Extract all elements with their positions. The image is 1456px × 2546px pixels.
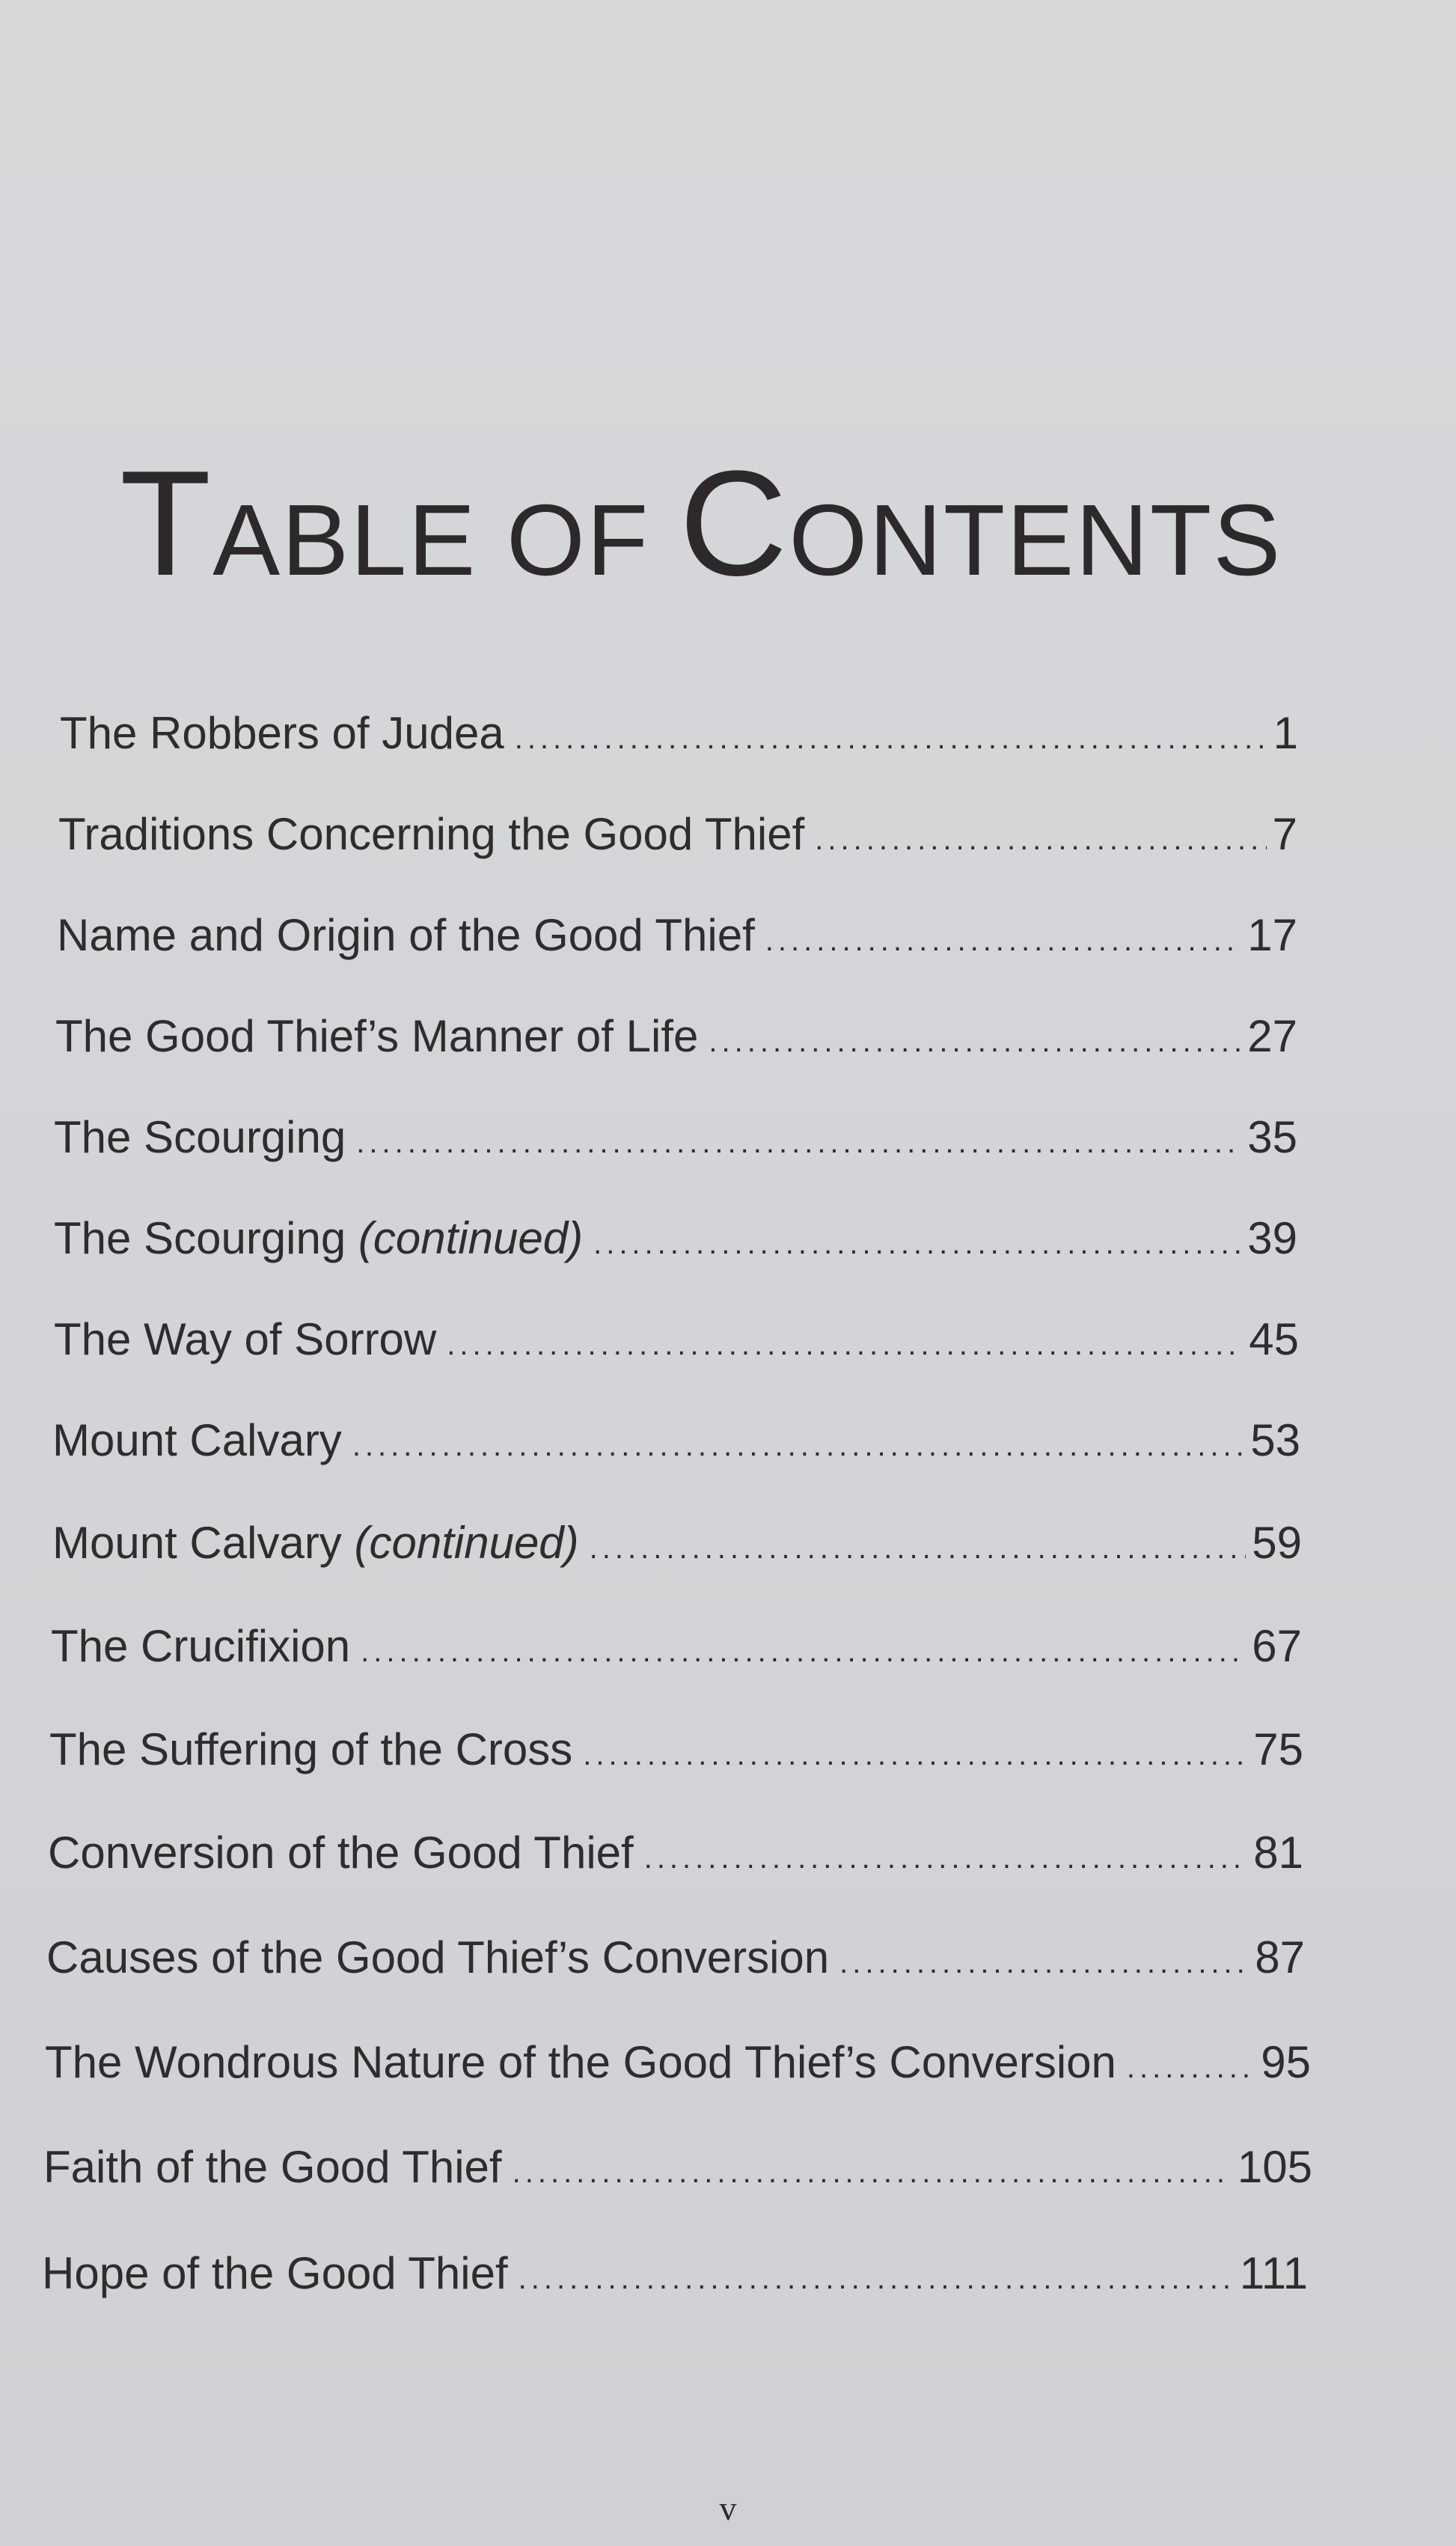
toc-entry[interactable] — [46, 1928, 1305, 1988]
dot-leader — [352, 1416, 1244, 1476]
toc-entry[interactable] — [42, 2244, 1308, 2304]
title-initial-c: C — [679, 440, 789, 607]
dot-leader — [513, 2143, 1232, 2202]
toc-page-number: 45 — [1249, 1314, 1299, 1364]
toc-entry[interactable] — [58, 805, 1297, 864]
toc-page-number: 75 — [1253, 1724, 1303, 1774]
dot-leader — [447, 1315, 1243, 1375]
toc-page-number: 67 — [1252, 1621, 1302, 1671]
toc-page-number: 95 — [1261, 2037, 1311, 2087]
toc-entry-title: Traditions Concerning the Good Thief — [58, 809, 805, 859]
toc-page-number: 59 — [1252, 1518, 1302, 1568]
toc-page-number: 53 — [1250, 1415, 1300, 1465]
toc-page-number: 27 — [1247, 1011, 1297, 1061]
toc-entry[interactable] — [55, 1007, 1297, 1066]
page-title — [120, 440, 1282, 607]
dot-leader — [593, 1214, 1241, 1274]
toc-entry[interactable] — [54, 1209, 1297, 1269]
dot-leader — [1127, 2038, 1255, 2098]
toc-entry-title: The Suffering of the Cross — [49, 1724, 573, 1774]
toc-entry[interactable] — [52, 1411, 1300, 1471]
toc-page-number: 81 — [1253, 1828, 1303, 1878]
dot-leader — [644, 1828, 1248, 1888]
toc-entry-title: Name and Origin of the Good Thief — [57, 910, 755, 960]
toc-page-number: 35 — [1247, 1112, 1297, 1162]
toc-entry[interactable] — [48, 1823, 1303, 1883]
dot-leader — [765, 911, 1241, 971]
toc-entry[interactable] — [49, 1720, 1303, 1780]
toc-entry[interactable] — [45, 2033, 1311, 2092]
toc-page-number: 111 — [1239, 2248, 1308, 2298]
dot-leader — [361, 1622, 1246, 1682]
toc-entry-title: Faith of the Good Thief — [43, 2142, 502, 2192]
toc-entry-title: The Good Thief’s Manner of Life — [55, 1011, 699, 1061]
dot-leader — [709, 1012, 1241, 1072]
toc-page-number: 7 — [1272, 809, 1297, 859]
toc-page-number: 87 — [1255, 1932, 1305, 1982]
toc-entry[interactable] — [60, 703, 1298, 763]
toc-entry[interactable] — [43, 2137, 1312, 2197]
toc-entry[interactable] — [51, 1617, 1302, 1676]
toc-entry-title: Hope of the Good Thief — [42, 2248, 508, 2298]
dot-leader — [590, 1518, 1247, 1578]
toc-entry[interactable] — [57, 906, 1297, 965]
toc-entry-title: The Crucifixion — [51, 1621, 351, 1671]
toc-entry-title: Mount Calvary (continued) — [52, 1518, 579, 1568]
toc-entry-title: The Robbers of Judea — [60, 708, 504, 758]
dot-leader — [815, 810, 1266, 870]
toc-entry-title: The Wondrous Nature of the Good Thief’s Conversion — [45, 2037, 1116, 2087]
toc-entry-title: The Scourging — [54, 1112, 346, 1162]
toc-entry[interactable] — [54, 1310, 1299, 1370]
title-small-caps-1: ABLE OF — [212, 483, 679, 596]
toc-entry-title: Causes of the Good Thief’s Conversion — [46, 1932, 830, 1982]
dot-leader — [515, 709, 1267, 769]
toc-page-number: 1 — [1273, 708, 1298, 758]
toc-page-number: 39 — [1247, 1213, 1297, 1263]
toc-entry[interactable] — [52, 1513, 1302, 1573]
toc-entry[interactable] — [54, 1108, 1297, 1167]
dot-leader — [583, 1725, 1247, 1785]
toc-page-number: 17 — [1247, 910, 1297, 960]
dot-leader — [519, 2249, 1234, 2309]
page-number-roman: v — [719, 2489, 737, 2527]
toc-page-number: 105 — [1237, 2142, 1312, 2192]
dot-leader — [839, 1933, 1249, 1993]
toc-entry-title: The Scourging (continued) — [54, 1213, 584, 1263]
dot-leader — [356, 1113, 1241, 1173]
toc-entry-title: Mount Calvary — [52, 1415, 342, 1465]
toc-entry-title: Conversion of the Good Thief — [48, 1828, 634, 1878]
title-initial-t: T — [120, 440, 213, 607]
title-small-caps-2: ONTENTS — [789, 483, 1282, 596]
toc-entry-title: The Way of Sorrow — [54, 1314, 437, 1364]
